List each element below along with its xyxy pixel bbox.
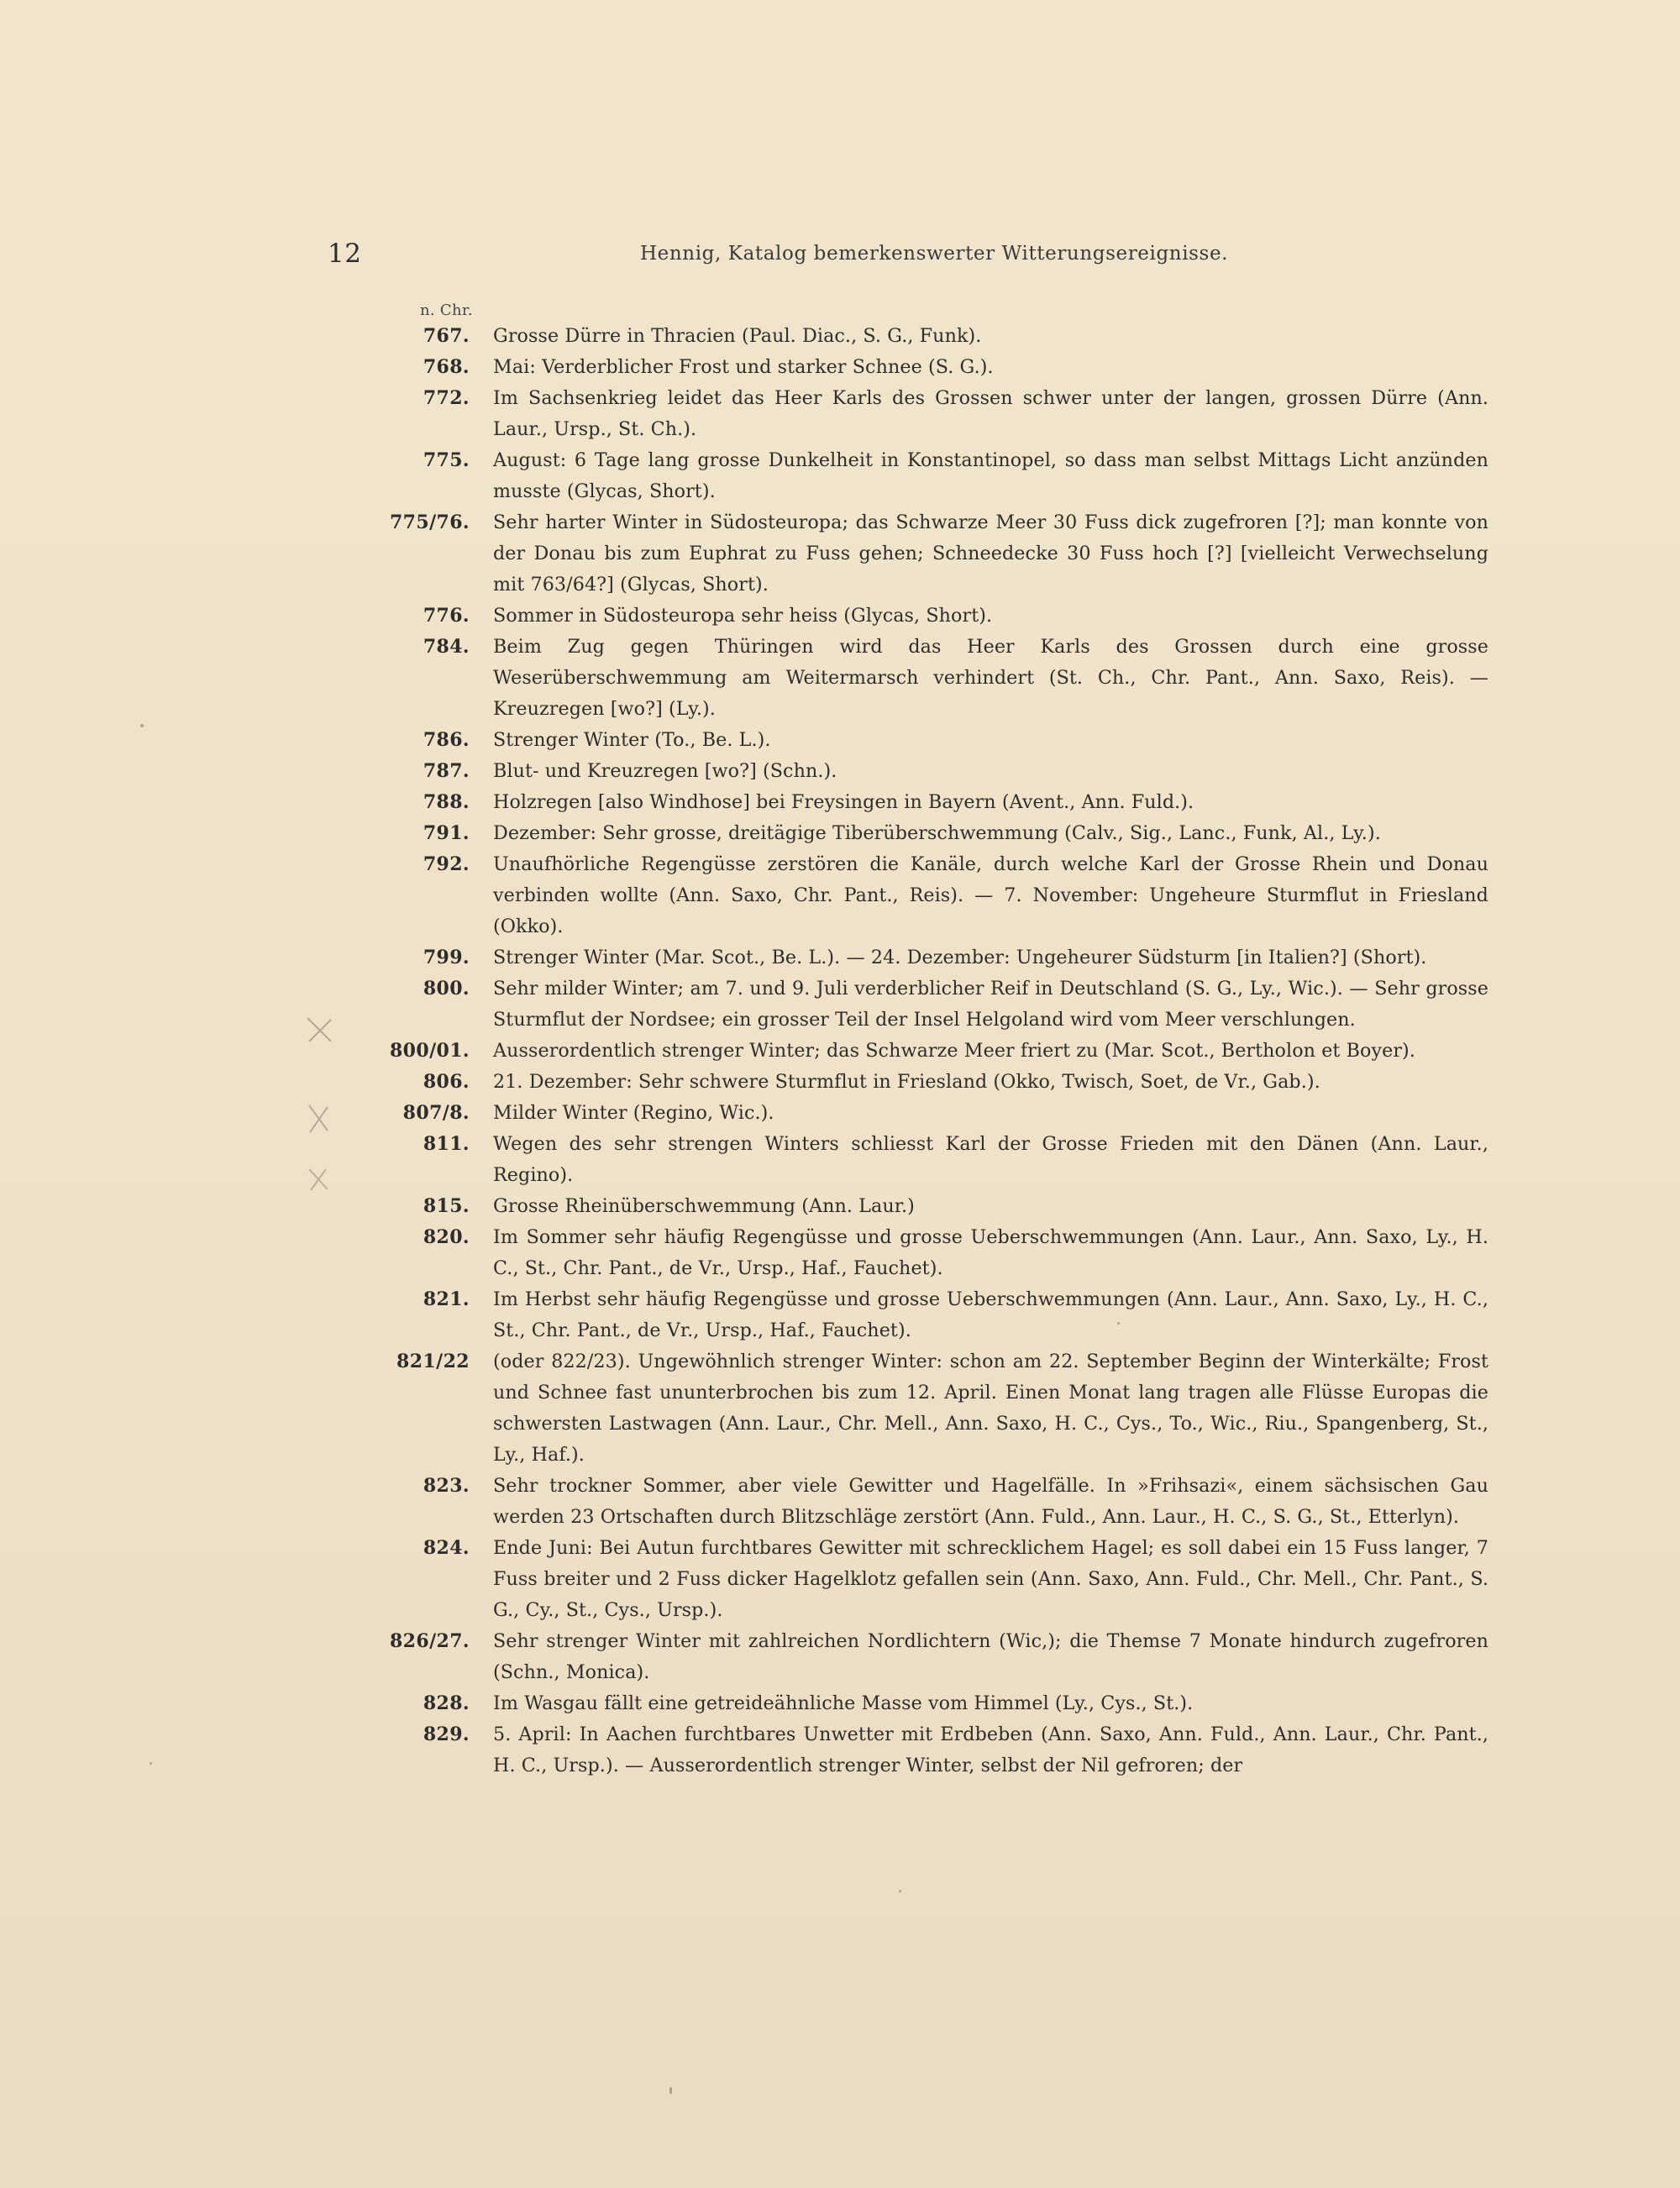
entry-year: 826/27. (389, 1630, 470, 1652)
entry-year: 787. (423, 760, 470, 782)
entry-text: Grosse Rheinüberschwemmung (Ann. Laur.) (493, 1195, 915, 1217)
entry-year: 821. (423, 1288, 470, 1310)
entry-text: Unaufhörliche Regengüsse zerstören die Kanäle, durch welche Karl der Grosse Rhein und Donau verbinden wollte (Ann. Saxo, Chr. Pant., Reis). — 7. November: Ungeheure Sturmflut in Friesland (Okko). (493, 853, 1488, 937)
entry-year: 788. (423, 791, 470, 813)
entry-year: 767. (423, 325, 470, 347)
entry-year: 792. (423, 853, 470, 875)
entry-year: 775/76. (389, 512, 470, 533)
entry-year: 800. (423, 978, 470, 1000)
paper-speck (1117, 1322, 1120, 1325)
entry-row (370, 601, 1495, 632)
entry-year: 799. (423, 947, 470, 968)
entry-year: 811. (423, 1133, 470, 1155)
entry-row (370, 1471, 1495, 1533)
entry-text: Wegen des sehr strengen Winters schliesst Karl der Grosse Frieden mit den Dänen (Ann. Laur., Regino). (493, 1133, 1488, 1186)
entry-text: Milder Winter (Regino, Wic.). (493, 1102, 774, 1124)
entry-text: Ausserordentlich strenger Winter; das Schwarze Meer friert zu (Mar. Scot., Bertholon et Boyer). (493, 1040, 1415, 1062)
page-number: 12 (328, 239, 362, 269)
entry-text: Mai: Verderblicher Frost und starker Schnee (S. G.). (493, 356, 994, 378)
entry-year: 768. (423, 356, 470, 378)
paper-speck (150, 1762, 152, 1765)
entry-row (370, 1626, 1495, 1688)
entry-text: Beim Zug gegen Thüringen wird das Heer Karls des Grossen durch eine grosse Weserüberschwemmung am Weitermarsch verhindert (St. Ch., Chr. Pant., Ann. Saxo, Reis). — Kreuzregen [wo?] (Ly.). (493, 636, 1488, 720)
entry-row (370, 1067, 1495, 1098)
entry-text: Blut- und Kreuzregen [wo?] (Schn.). (493, 760, 837, 782)
entry-row (370, 818, 1495, 849)
entry-text: August: 6 Tage lang grosse Dunkelheit in Konstantinopel, so dass man selbst Mittags Licht anzünden musste (Glycas, Short). (493, 449, 1488, 502)
entry-year: 807/8. (402, 1102, 470, 1124)
entry-year: 806. (423, 1071, 470, 1093)
entry-row (370, 1719, 1495, 1781)
entry-row (370, 445, 1495, 507)
entry-row (370, 321, 1495, 352)
entry-text: Holzregen [also Windhose] bei Freysingen in Bayern (Avent., Ann. Fuld.). (493, 791, 1194, 813)
entry-row (370, 383, 1495, 445)
entry-text: Im Wasgau fällt eine getreideähnliche Masse vom Himmel (Ly., Cys., St.). (493, 1692, 1194, 1714)
entry-text: Ende Juni: Bei Autun furchtbares Gewitter mit schrecklichem Hagel; es soll dabei ein 15 Fuss langer, 7 Fuss breiter und 2 Fuss dicker Hagelklotz gefallen sein (Ann. Saxo, Ann. Fuld., Chr. Mell., Chr. Pant., S. G., Cy., St., Cys., Ursp.). (493, 1537, 1488, 1621)
entry-year: 815. (423, 1195, 470, 1217)
entry-text: Im Sachsenkrieg leidet das Heer Karls des Grossen schwer unter der langen, grossen Dürre (Ann. Laur., Ursp., St. Ch.). (493, 387, 1488, 440)
era-label: n. Chr. (420, 302, 473, 319)
entry-row (370, 1098, 1495, 1129)
entry-row (370, 1346, 1495, 1471)
entry-row (370, 507, 1495, 601)
entry-year: 823. (423, 1475, 470, 1497)
paper-speck (140, 724, 144, 727)
entry-row (370, 1036, 1495, 1067)
entry-text: Sehr milder Winter; am 7. und 9. Juli verderblicher Reif in Deutschland (S. G., Ly., Wic.). — Sehr grosse Sturmflut der Nordsee; ein grosser Teil der Insel Helgoland wird vom Meer verschlungen. (493, 978, 1488, 1031)
entry-text: Dezember: Sehr grosse, dreitägige Tiberüberschwemmung (Calv., Sig., Lanc., Funk, Al., Ly.). (493, 822, 1381, 844)
entry-year: 772. (423, 387, 470, 409)
entry-row (370, 849, 1495, 942)
page-header (328, 237, 1490, 270)
entry-text: Sommer in Südosteuropa sehr heiss (Glycas, Short). (493, 605, 993, 627)
entry-row (370, 1284, 1495, 1346)
entry-year: 820. (423, 1226, 470, 1248)
entry-row (370, 973, 1495, 1036)
entry-row (370, 787, 1495, 818)
entry-row (370, 352, 1495, 383)
entry-text: Strenger Winter (To., Be. L.). (493, 729, 771, 751)
entry-row (370, 756, 1495, 787)
margin-cross-mark (302, 1013, 338, 1047)
margin-cross-mark (302, 1102, 338, 1136)
paper-speck (669, 2087, 672, 2094)
entry-year: 786. (423, 729, 470, 751)
entry-year: 824. (423, 1537, 470, 1559)
entry-row (370, 1222, 1495, 1284)
entry-row (370, 1533, 1495, 1626)
entry-text: Im Sommer sehr häufig Regengüsse und grosse Ueberschwemmungen (Ann. Laur., Ann. Saxo, Ly., H. C., St., Chr. Pant., de Vr., Ursp., Haf., Fauchet). (493, 1226, 1488, 1279)
entry-year: 791. (423, 822, 470, 844)
paper-speck (899, 1890, 901, 1892)
entry-row (370, 1191, 1495, 1222)
running-head: Hennig, Katalog bemerkenswerter Witterungsereignisse. (640, 243, 1229, 265)
entry-year: 776. (423, 605, 470, 627)
entry-year: 828. (423, 1692, 470, 1714)
entry-text: 21. Dezember: Sehr schwere Sturmflut in Friesland (Okko, Twisch, Soet, de Vr., Gab.). (493, 1071, 1320, 1093)
entries-list (370, 321, 1495, 1781)
entry-text: Sehr harter Winter in Südosteuropa; das Schwarze Meer 30 Fuss dick zugefroren [?]; man konnte von der Donau bis zum Euphrat zu Fuss gehen; Schneedecke 30 Fuss hoch [?] [vielleicht Verwechselung mit 763/64?] (Glycas, Short). (493, 512, 1488, 596)
entry-year: 784. (423, 636, 470, 658)
entry-text: Grosse Dürre in Thracien (Paul. Diac., S. G., Funk). (493, 325, 982, 347)
entry-row (370, 1129, 1495, 1191)
entry-row (370, 942, 1495, 973)
entry-text: Im Herbst sehr häufig Regengüsse und grosse Ueberschwemmungen (Ann. Laur., Ann. Saxo, Ly., H. C., St., Chr. Pant., de Vr., Ursp., Haf., Fauchet). (493, 1288, 1488, 1341)
entry-text: Sehr trockner Sommer, aber viele Gewitter und Hagelfälle. In »Frihsazi«, einem sächsischen Gau werden 23 Ortschaften durch Blitzschläge zerstört (Ann. Fuld., Ann. Laur., H. C., S. G., St., Etterlyn). (493, 1475, 1488, 1528)
entry-text: 5. April: In Aachen furchtbares Unwetter mit Erdbeben (Ann. Saxo, Ann. Fuld., Ann. Laur., Chr. Pant., H. C., Ursp.). — Ausserordentlich strenger Winter, selbst der Nil gefroren; der (493, 1724, 1488, 1776)
entry-year: 821/22 (396, 1351, 470, 1372)
entry-row (370, 632, 1495, 725)
entry-year: 800/01. (389, 1040, 470, 1062)
entry-year: 775. (423, 449, 470, 471)
entry-year: 829. (423, 1724, 470, 1745)
entry-text: (oder 822/23). Ungewöhnlich strenger Winter: schon am 22. September Beginn der Winterkälte; Frost und Schnee fast ununterbrochen bis zum 12. April. Einen Monat lang tragen alle Flüsse Europas die schwersten Lastwagen (Ann. Laur., Chr. Mell., Ann. Saxo, H. C., Cys., To., Wic., Riu., Spangenberg, St., Ly., Haf.). (493, 1351, 1488, 1466)
entry-row (370, 1688, 1495, 1719)
entry-row (370, 725, 1495, 756)
margin-cross-mark (302, 1162, 338, 1196)
entry-text: Sehr strenger Winter mit zahlreichen Nordlichtern (Wic,); die Themse 7 Monate hindurch zugefroren (Schn., Monica). (493, 1630, 1488, 1683)
entry-text: Strenger Winter (Mar. Scot., Be. L.). — 24. Dezember: Ungeheurer Südsturm [in Italien?] (Short). (493, 947, 1427, 968)
